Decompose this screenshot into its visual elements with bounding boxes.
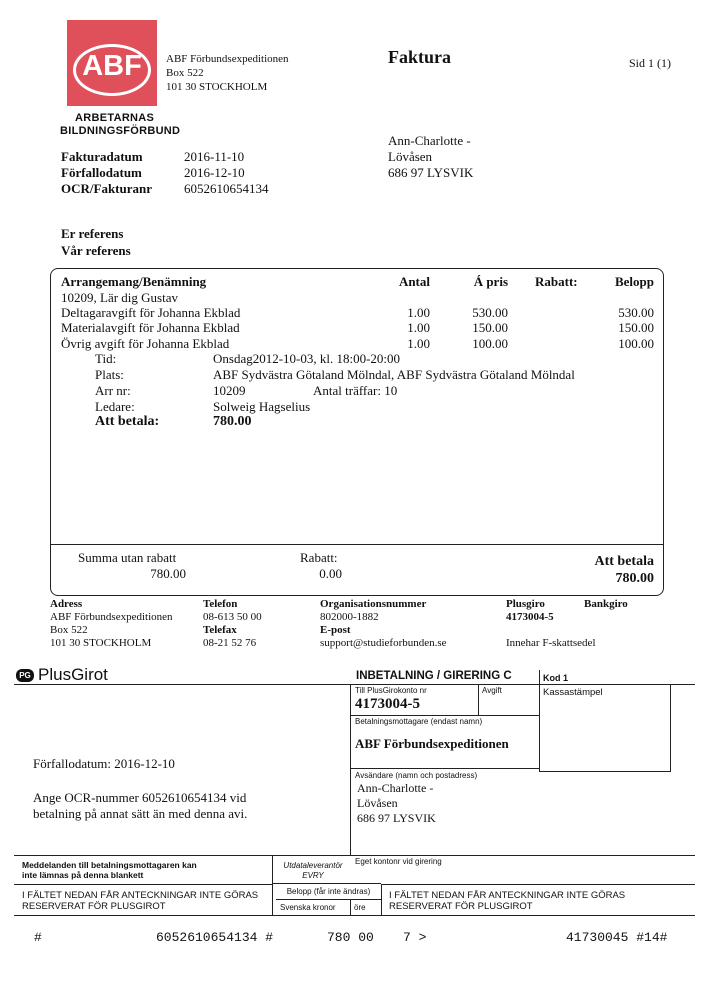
- slip-vline-kassa: [539, 670, 540, 771]
- detail-ledare-value: Solweig Hagselius: [213, 399, 311, 414]
- slip-avs-line1: Ann-Charlotte -: [357, 781, 434, 795]
- invoice-summary-divider: [51, 544, 663, 545]
- slip-kod: Kod 1: [543, 673, 569, 683]
- logo-text: ABF: [82, 50, 142, 82]
- slip-message-top: [14, 855, 695, 856]
- ocr-line-reference: 6052610654134 #: [156, 930, 274, 945]
- row-1-price: 530.00: [472, 305, 508, 320]
- summary-sum-label: Summa utan rabatt: [78, 550, 177, 565]
- footer-plusgiro-value: 4173004-5: [506, 611, 554, 623]
- detail-arr-label: Arr nr:: [95, 383, 131, 398]
- row-3-amount: 100.00: [618, 336, 654, 351]
- slip-reserved-right-top: [381, 884, 695, 885]
- footer-fskatt: Innehar F-skattsedel: [506, 637, 596, 649]
- detail-traffar: Antal träffar: 10: [313, 383, 398, 398]
- slip-falt2-line1: I FÄLTET NEDAN FÅR ANTECKNINGAR INTE GÖRAS: [389, 890, 626, 901]
- footer-adress-label: Adress: [50, 598, 83, 610]
- logo-line2: BILDNINGSFÖRBUND: [60, 125, 181, 137]
- slip-vline-avgift: [478, 684, 479, 715]
- detail-tid-label: Tid:: [95, 351, 117, 366]
- ocr-line-amount: 780 00: [327, 930, 374, 945]
- slip-till-label: Till PlusGirokonto nr: [355, 686, 427, 695]
- detail-tid-value: Onsdag2012-10-03, kl. 18:00-20:00: [213, 351, 401, 366]
- slip-avs-line3: 686 97 LYSVIK: [357, 811, 436, 825]
- row-2-amount: 150.00: [618, 320, 654, 335]
- recipient-line2: Lövåsen: [388, 149, 433, 164]
- sender-city: 101 30 STOCKHOLM: [166, 81, 268, 93]
- references: [61, 225, 131, 259]
- sender-name: ABF Förbundsexpeditionen: [166, 53, 289, 65]
- footer-telefon-label: Telefon: [203, 598, 238, 610]
- slip-reserved-left-top: [14, 884, 272, 885]
- slip-mottagare-label: Betalningsmottagare (endast namn): [355, 717, 483, 726]
- slip-bottom-line: [14, 915, 695, 916]
- meta-value-due-date: 2016-12-10: [184, 165, 245, 180]
- slip-ore-divider: [350, 899, 351, 915]
- slip-avgift-label: Avgift: [482, 686, 502, 695]
- detail-plats-value: ABF Sydvästra Götaland Mölndal, ABF Sydvästra Götaland Mölndal: [213, 367, 575, 382]
- row-3-qty: 1.00: [407, 336, 430, 351]
- slip-mottagare: ABF Förbundsexpeditionen: [355, 736, 509, 751]
- slip-falt-line2: RESERVERAT FÖR PLUSGIROT: [22, 901, 166, 912]
- slip-vline-utdata: [272, 855, 273, 915]
- course-name: 10209, Lär dig Gustav: [61, 290, 178, 305]
- slip-kronor: Svenska kronor: [280, 903, 336, 912]
- sender-address: [166, 52, 289, 94]
- ocr-line-check: 7 >: [403, 930, 427, 945]
- recipient-address: [388, 133, 473, 181]
- slip-ocr-line2: betalning på annat sätt än med denna avi.: [33, 806, 248, 821]
- ref-er: Er referens: [61, 226, 124, 241]
- footer-adress: [50, 611, 173, 650]
- footer-telefax-value: 08-21 52 76: [203, 637, 257, 649]
- meta-value-ocr: 6052610654134: [184, 181, 269, 196]
- row-1-amount: 530.00: [618, 305, 654, 320]
- col-header-name: Arrangemang/Benämning: [61, 274, 207, 289]
- slip-kassastampel: Kassastämpel: [543, 687, 603, 698]
- slip-avsandare-label: Avsändare (namn och postadress): [355, 771, 478, 780]
- col-header-price: Á pris: [473, 274, 508, 289]
- slip-belopp-mid: [276, 899, 381, 900]
- recipient-line3: 686 97 LYSVIK: [388, 165, 474, 180]
- plusgirot-badge-icon: PG: [16, 669, 34, 682]
- detail-arr-value: 10209: [213, 383, 246, 398]
- summary-pay-label: Att betala: [594, 554, 654, 569]
- slip-kassa-right: [670, 684, 671, 772]
- slip-utdata-line1: Utdataleverantör: [283, 861, 343, 870]
- ocr-line-hash: #: [34, 930, 42, 945]
- detail-ledare-label: Ledare:: [95, 399, 135, 414]
- meta-label-due-date: Förfallodatum: [61, 165, 142, 180]
- footer-epost-label: E-post: [320, 624, 351, 636]
- row-3-name: Övrig avgift för Johanna Ekblad: [61, 336, 230, 351]
- detail-pay-value: 780.00: [213, 414, 252, 429]
- footer-plusgiro-label: Plusgiro: [506, 598, 545, 610]
- ref-var: Vår referens: [61, 243, 131, 258]
- footer-adress-line2: Box 522: [50, 624, 88, 636]
- logo-line1: ARBETARNAS: [75, 112, 155, 124]
- slip-falt2-line2: RESERVERAT FÖR PLUSGIROT: [389, 901, 533, 912]
- footer-bankgiro-label: Bankgiro: [584, 598, 628, 610]
- footer-adress-line3: 101 30 STOCKHOLM: [50, 637, 152, 649]
- slip-eget-konto: Eget kontonr vid girering: [355, 857, 442, 866]
- slip-message-note: [22, 860, 197, 880]
- recipient-line1: Ann-Charlotte -: [388, 133, 471, 148]
- slip-vline-reserved: [381, 884, 382, 915]
- detail-pay-label: Att betala:: [95, 414, 160, 429]
- slip-belopp-top: [272, 883, 381, 884]
- row-2-name: Materialavgift för Johanna Ekblad: [61, 320, 240, 335]
- col-header-amount: Belopp: [614, 274, 654, 289]
- plusgirot-brand: PlusGirot: [38, 665, 108, 684]
- meta-value-invoice-date: 2016-11-10: [184, 149, 245, 164]
- footer-org-label: Organisationsnummer: [320, 598, 427, 610]
- slip-top-line: [14, 684, 695, 685]
- slip-vline-main: [350, 684, 351, 855]
- footer-telefon-value: 08-613 50 00: [203, 611, 262, 623]
- ocr-line-account: 41730045 #14#: [566, 930, 668, 945]
- meta-label-ocr: OCR/Fakturanr: [61, 181, 152, 196]
- summary-rabatt-value: 0.00: [319, 566, 342, 581]
- slip-msg-line1: Meddelanden till betalningsmottagaren kan: [22, 860, 197, 870]
- page-number: Sid 1 (1): [629, 56, 671, 70]
- footer-org-value: 802000-1882: [320, 611, 379, 623]
- slip-utdata-line2: EVRY: [302, 871, 324, 880]
- slip-reserved-left: [22, 890, 258, 912]
- footer-telefax-label: Telefax: [203, 624, 237, 636]
- page-title: Faktura: [388, 47, 451, 67]
- row-2-price: 150.00: [472, 320, 508, 335]
- slip-belopp-label: Belopp (får inte ändras): [286, 887, 371, 896]
- col-header-qty: Antal: [398, 274, 430, 289]
- meta-labels: [61, 149, 152, 197]
- sender-box: Box 522: [166, 67, 204, 79]
- summary-sum-value: 780.00: [150, 566, 186, 581]
- meta-label-invoice-date: Fakturadatum: [61, 149, 143, 164]
- row-3-price: 100.00: [472, 336, 508, 351]
- slip-account-bottom: [350, 715, 539, 716]
- footer-adress-line1: ABF Förbundsexpeditionen: [50, 611, 173, 623]
- slip-reserved-right: [389, 890, 625, 912]
- slip-mottagare-bottom: [350, 768, 539, 769]
- footer-epost-value[interactable]: support@studieforbunden.se: [320, 637, 447, 649]
- row-1-name: Deltagaravgift för Johanna Ekblad: [61, 305, 241, 320]
- slip-account: 4173004-5: [355, 696, 420, 712]
- slip-msg-line2: inte lämnas på denna blankett: [22, 870, 144, 880]
- slip-ocr-line1: Ange OCR-nummer 6052610654134 vid: [33, 790, 247, 805]
- slip-avs-line2: Lövåsen: [357, 796, 398, 810]
- col-header-discount: Rabatt:: [535, 274, 578, 289]
- summary-pay-value: 780.00: [615, 571, 654, 586]
- slip-utdata: [276, 861, 350, 881]
- slip-ocr-instructions: [33, 790, 247, 822]
- slip-heading: INBETALNING / GIRERING C: [356, 670, 512, 682]
- slip-kassa-bottom: [539, 771, 670, 772]
- row-2-qty: 1.00: [407, 320, 430, 335]
- summary-rabatt-label: Rabatt:: [300, 550, 338, 565]
- slip-falt-line1: I FÄLTET NEDAN FÅR ANTECKNINGAR INTE GÖRAS: [22, 890, 259, 901]
- detail-plats-label: Plats:: [95, 367, 124, 382]
- meta-values: [184, 149, 269, 197]
- slip-due-date: Förfallodatum: 2016-12-10: [33, 756, 175, 771]
- slip-ore: öre: [354, 903, 366, 912]
- slip-avsandare: [357, 781, 436, 826]
- row-1-qty: 1.00: [407, 305, 430, 320]
